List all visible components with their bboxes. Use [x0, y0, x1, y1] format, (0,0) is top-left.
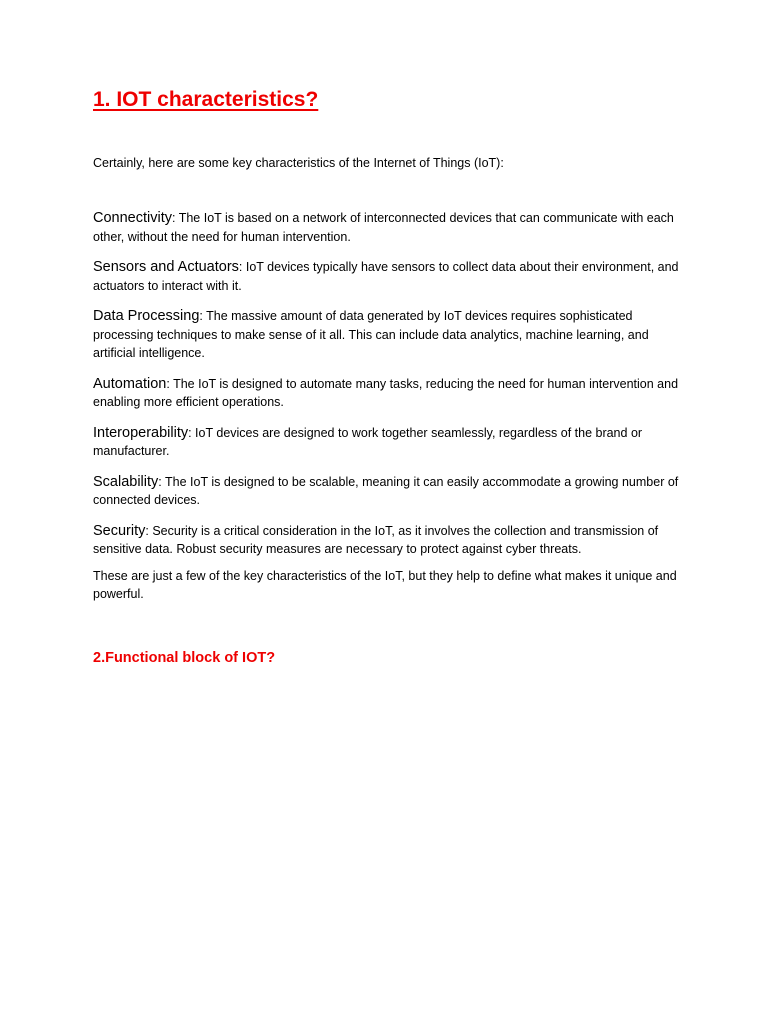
characteristic-term: Scalability	[93, 473, 159, 490]
characteristic-description: : The IoT is based on a network of interconnected devices that can communicate with each other, without the need for human intervention.	[93, 211, 674, 244]
characteristic-security	[93, 522, 683, 559]
characteristic-term: Sensors and Actuators	[93, 259, 239, 275]
section-heading-iot-characteristics: 1. IOT characteristics?	[93, 88, 319, 111]
characteristic-description: : Security is a critical consideration in the IoT, as it involves the collection and transmission of sensitive data. Robust security measures are necessary to protect against cyber threats.	[93, 523, 659, 556]
characteristic-description: : IoT devices are designed to work together seamlessly, regardless of the brand or manufacturer.	[93, 425, 643, 458]
characteristic-description: : IoT devices typically have sensors to collect data about their environment, and actuators to interact with it.	[93, 260, 679, 293]
characteristic-term: Data Processing	[93, 308, 200, 324]
characteristic-term: Connectivity	[93, 210, 172, 226]
closing-paragraph: These are just a few of the key characteristics of the IoT, but they help to define what makes it unique and powerful.	[93, 568, 677, 601]
characteristic-description: : The IoT is designed to be scalable, meaning it can easily accommodate a growing number of connected devices.	[93, 474, 679, 507]
characteristic-term: Interoperability	[93, 424, 189, 441]
characteristic-sensors-actuators	[93, 258, 683, 295]
characteristics-list	[93, 209, 683, 604]
characteristic-interoperability	[93, 424, 683, 461]
characteristic-description: : The IoT is designed to automate many tasks, reducing the need for human intervention and enabling more efficient operations.	[93, 376, 679, 409]
characteristic-description: : The massive amount of data generated by IoT devices requires sophisticated processing techniques to make sense of it all. This can include data analytics, machine learning, and artificial intelligence.	[93, 309, 649, 360]
characteristic-term: Automation	[93, 375, 167, 392]
characteristic-term: Security	[93, 522, 146, 539]
characteristic-scalability	[93, 473, 683, 510]
characteristic-automation	[93, 375, 683, 412]
characteristic-data-processing	[93, 307, 683, 363]
intro-paragraph: Certainly, here are some key characteristics of the Internet of Things (IoT):	[93, 156, 504, 170]
characteristic-connectivity	[93, 209, 683, 246]
section-heading-functional-block: 2.Functional block of IOT?	[93, 650, 276, 666]
